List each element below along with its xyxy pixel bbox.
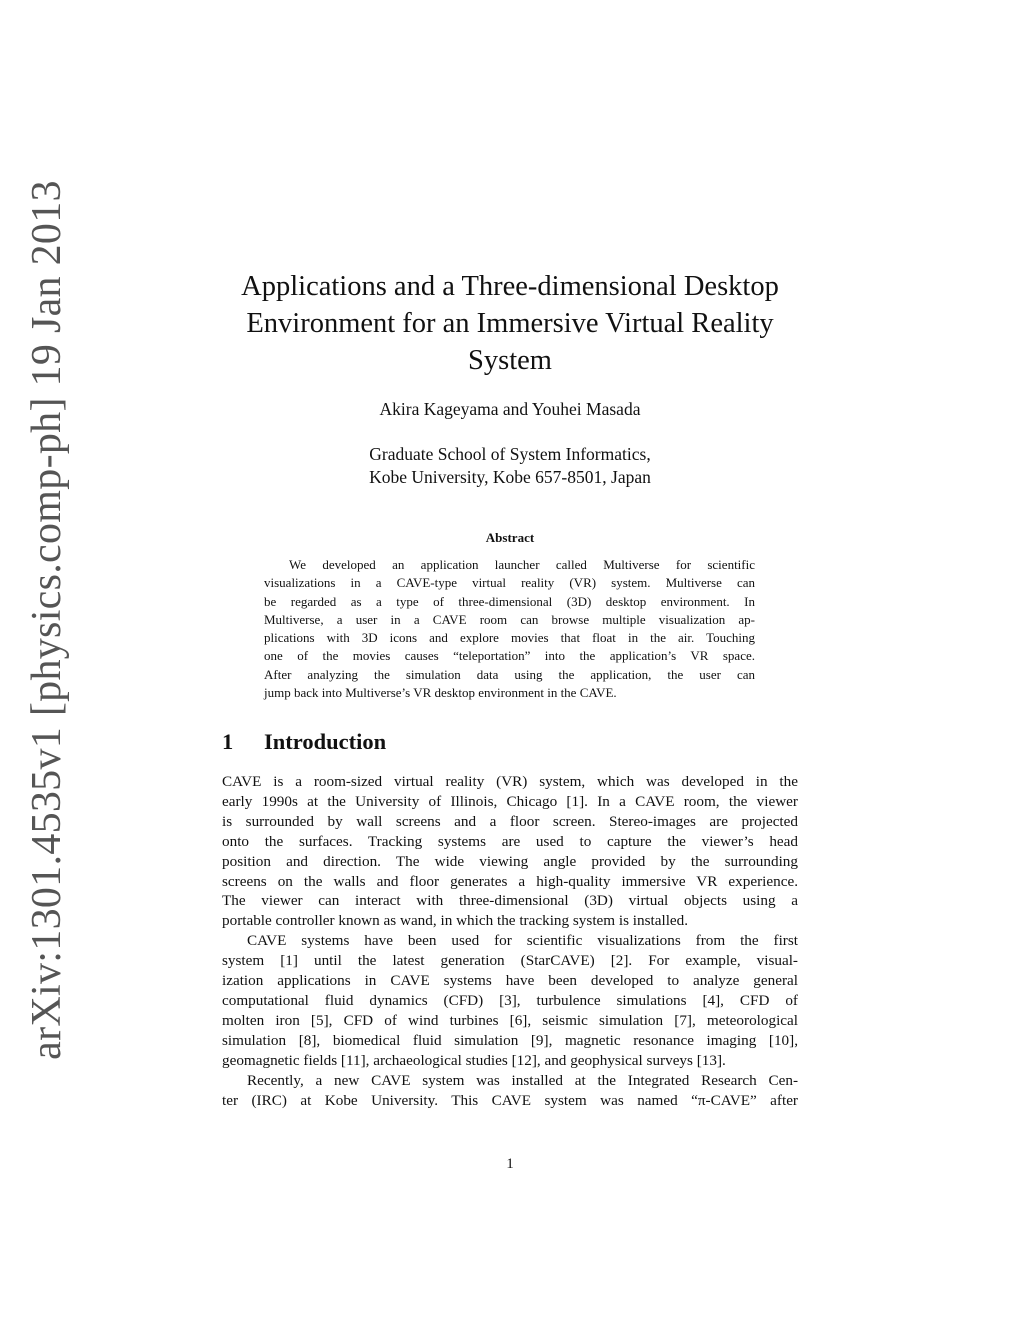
abstract-heading: Abstract: [485, 530, 535, 545]
abstract-line: visualizations in a CAVE-type virtual reality (VR) system. Multiverse can: [264, 575, 755, 591]
section-heading: [222, 729, 798, 755]
abstract-body: [264, 556, 755, 702]
page-number: 1: [506, 1156, 514, 1172]
affiliation-line: Kobe University, Kobe 657-8501, Japan: [369, 467, 651, 487]
body-line: system [1] until the latest generation (StarCAVE) [2]. For example, visual-: [222, 952, 798, 970]
body-line: ter (IRC) at Kobe University. This CAVE system was named “π-CAVE” after: [222, 1091, 798, 1109]
title-line: System: [468, 345, 552, 376]
abstract-line: Multiverse, a user in a CAVE room can browse multiple visualization ap-: [264, 611, 755, 627]
abstract-line: plications with 3D icons and explore movies that float in the air. Touching: [264, 630, 755, 646]
body-line: Recently, a new CAVE system was installed at the Integrated Research Cen-: [247, 1071, 798, 1089]
body-line: is surrounded by wall screens and a floor screen. Stereo-images are projected: [222, 812, 798, 830]
title-line: Applications and a Three-dimensional Desktop: [241, 271, 779, 302]
abstract-line: be regarded as a type of three-dimensional (3D) desktop environment. In: [264, 593, 755, 609]
abstract-line: jump back into Multiverse’s VR desktop environment in the CAVE.: [264, 685, 617, 701]
section-number: 1: [222, 729, 234, 754]
body-line: CAVE is a room-sized virtual reality (VR) system, which was developed in the: [222, 773, 798, 790]
body-line: CAVE systems have been used for scientific visualizations from the first: [247, 932, 798, 950]
body-line: geomagnetic fields [11], archaeological studies [12], and geophysical surveys [13].: [222, 1051, 726, 1069]
paper-title: [222, 268, 798, 379]
abstract-line: After analyzing the simulation data using the application, the user can: [264, 666, 755, 682]
body-line: The viewer can interact with three-dimensional (3D) virtual objects using a: [222, 892, 798, 910]
section-title: Introduction: [264, 729, 387, 754]
body-line: simulation [8], biomedical fluid simulation [9], magnetic resonance imaging [10],: [222, 1031, 798, 1049]
body-line: onto the surfaces. Tracking systems are used to capture the viewer’s head: [222, 832, 798, 850]
body-line: position and direction. The wide viewing angle provided by the surrounding: [222, 852, 798, 870]
body-line: early 1990s at the University of Illinois, Chicago [1]. In a CAVE room, the viewer: [222, 792, 798, 810]
body-line: ization applications in CAVE systems have been developed to analyze general: [222, 972, 798, 990]
body-line: screens on the walls and floor generates a high-quality immersive VR experience.: [222, 872, 798, 890]
affiliation-line: Graduate School of System Informatics,: [369, 444, 651, 464]
body-line: computational fluid dynamics (CFD) [3], turbulence simulations [4], CFD of: [222, 991, 798, 1009]
title-line: Environment for an Immersive Virtual Reality: [246, 308, 774, 339]
authors: Akira Kageyama and Youhei Masada: [379, 399, 641, 419]
introduction-body: [222, 772, 798, 1110]
affiliation: [222, 443, 798, 489]
arxiv-stamp-text: arXiv:1301.4535v1 [physics.comp-ph] 19 Jan 2013: [24, 180, 70, 1060]
body-line: molten iron [5], CFD of wind turbines [6], seismic simulation [7], meteorological: [222, 1011, 798, 1029]
abstract-line: one of the movies causes “teleportation” into the application’s VR space.: [264, 648, 755, 664]
abstract-line: We developed an application launcher called Multiverse for scientific: [289, 557, 755, 572]
body-line: portable controller known as wand, in which the tracking system is installed.: [222, 912, 689, 930]
arxiv-identifier-stamp: [17, 180, 77, 1060]
